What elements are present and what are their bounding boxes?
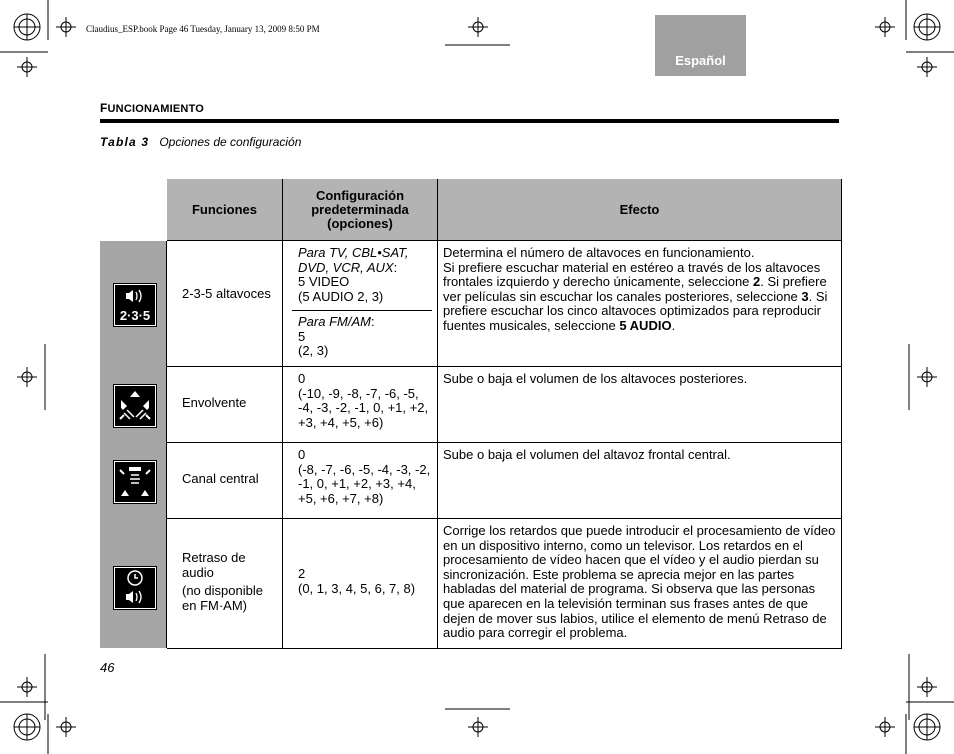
section-title-rest: UNCIONAMIENTO (107, 103, 205, 115)
row1-effect (443, 246, 836, 334)
caption-label: Tabla 3 (100, 135, 150, 149)
surround-icon (114, 385, 156, 427)
grid-line (167, 518, 842, 519)
header-effect-label: Efecto (619, 201, 660, 217)
row2-function: Envolvente (182, 395, 247, 410)
table-caption (100, 135, 301, 149)
row4-function (182, 551, 277, 613)
section-title (100, 101, 204, 115)
row3-default-value: 0 (298, 447, 306, 462)
page-number: 46 (100, 660, 115, 675)
grid-line (841, 179, 842, 649)
language-tab-label: Español (675, 53, 726, 68)
section-rule (100, 119, 839, 123)
row4-default (298, 567, 432, 596)
row3-default (298, 448, 432, 506)
audio-delay-icon (114, 567, 156, 609)
row1-default-b-value: 5 (298, 328, 306, 344)
row3-effect: Sube o baja el volumen del altavoz frontal central. (443, 447, 731, 462)
speaker-235-icon (114, 284, 156, 326)
header-functions-label: Funciones (191, 201, 257, 217)
header-functions (167, 179, 282, 240)
section-title-initial: F (100, 101, 108, 115)
header-default-line2: predeterminada (311, 201, 409, 217)
row1-default-a-label: Para TV, CBL•SAT, DVD, VCR, AUX (298, 245, 409, 275)
grid-line (167, 366, 842, 367)
header-default-line3: (opciones) (327, 215, 393, 231)
row1-effect-body: Si prefiere escuchar material en estéreo a través de los altavoces frontales izquierdo y derecho únicamente, seleccione 2. Si prefiere ver películas sin escuchar los canales posteriores, seleccione 3. Si prefiere escuchar los cinco altavoces optimizados para reproducir fuentes musicales, seleccione 5 AUDIO. (443, 259, 828, 333)
row2-effect: Sube o baja el volumen de los altavoces posteriores. (443, 371, 748, 386)
row4-function-name: Retraso de audio (182, 550, 246, 580)
svg-text:2·3·5: 2·3·5 (119, 308, 151, 323)
grid-line (167, 442, 842, 443)
row4-effect: Corrige los retardos que puede introducir el procesamiento de vídeo en un dispositivo interno, como un televisor. Los retardos en el procesamiento de vídeo hacen que el vídeo y el audio pierdan su sincronización. Este problema se aprecia mejor en las partes habladas del material de programa. Si observa que las personas que aparecen en la televisión terminan sus frases antes de que dejen de mover sus labios, utilice el elemento de menú Retraso de audio para corregir el problema. (443, 523, 836, 641)
row4-default-options: (0, 1, 3, 4, 5, 6, 7, 8) (298, 580, 416, 596)
row1-default-a: Para TV, CBL•SAT, DVD, VCR, AUX: 5 VIDEO (5 AUDIO 2, 3) (298, 246, 432, 304)
grid-line (292, 310, 432, 311)
row1-default-b: Para FM/AM: 5 (2, 3) (298, 315, 432, 359)
grid-line (437, 179, 438, 649)
row1-effect-line1: Determina el número de altavoces en funcionamiento. (443, 245, 755, 260)
row1-default-b-options: (2, 3) (298, 343, 329, 359)
row1-default-a-options: (5 AUDIO 2, 3) (298, 288, 384, 304)
header-default-line1: Configuración (315, 187, 405, 203)
caption-text: Opciones de configuración (159, 135, 302, 149)
row1-default-b-label: Para FM/AM (298, 314, 371, 329)
grid-line (282, 179, 283, 649)
header-default (283, 179, 437, 240)
row1-function: 2-3-5 altavoces (182, 286, 271, 301)
row4-function-note: (no disponible en FM·AM) (182, 583, 263, 613)
row2-default-options: (-10, -9, -8, -7, -6, -5, -4, -3, -2, -1, 0, +1, +2, +3, +4, +5, +6) (298, 385, 429, 430)
header-effect (438, 179, 841, 240)
row2-default (298, 372, 432, 430)
language-tab (655, 15, 746, 76)
center-channel-icon (114, 461, 156, 503)
row3-default-options: (-8, -7, -6, -5, -4, -3, -2, -1, 0, +1, +2, +3, +4, +5, +6, +7, +8) (298, 461, 431, 506)
row2-default-value: 0 (298, 371, 306, 386)
row1-default-a-value: 5 VIDEO (298, 274, 350, 290)
row3-function: Canal central (182, 471, 259, 486)
grid-line (167, 240, 842, 241)
grid-line (167, 648, 842, 649)
file-info: Claudius_ESP.book Page 46 Tuesday, January 13, 2009 8:50 PM (86, 24, 320, 34)
row4-default-value: 2 (298, 566, 306, 581)
